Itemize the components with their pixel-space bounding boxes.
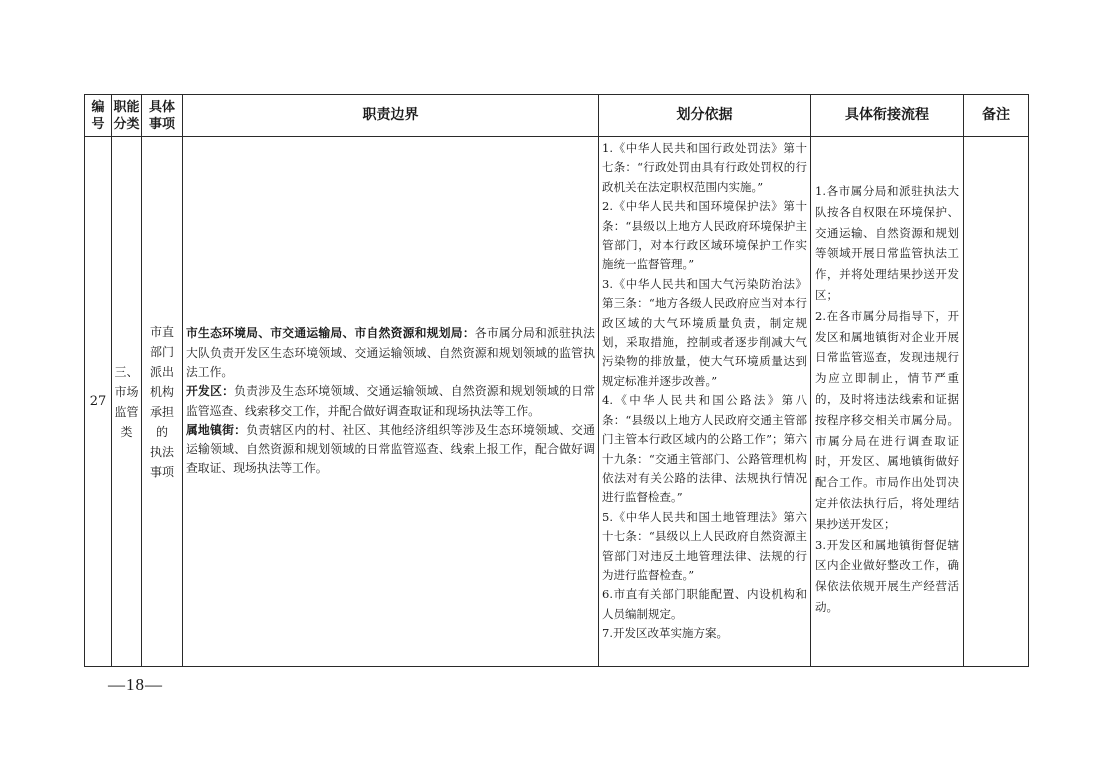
basis-item: 5.《中华人民共和国土地管理法》第六十七条：“县级以上人民政府自然资源主管部门对违反土地管理法律、法规的行为进行监督检查。”: [602, 509, 807, 582]
header-remark: 备注: [964, 95, 1029, 137]
basis-item: 4.《中华人民共和国公路法》第八条：“县级以上地方人民政府交通主管部门主管本行政区域内的公路工作”；第六十九条：“交通主管部门、公路管理机构依法对有关公路的法律、法规执行情况进行监督检查。”: [602, 393, 807, 505]
basis-item: 7.开发区改革实施方案。: [602, 626, 728, 641]
flow-step: 3.开发区和属地镇街督促辖区内企业做好整改工作，确保依法依规开展生产经营活动。: [815, 537, 959, 614]
basis-item: 3.《中华人民共和国大气污染防治法》第三条：“地方各级人民政府应当对本行政区域的大气环境质量负责，制定规划，采取措施，控制或者逐步削减大气污染物的排放量，使大气环境质量达到规定标准并逐步改善。”: [602, 276, 807, 388]
responsibility-table: [84, 94, 1029, 667]
basis-item: 1.《中华人民共和国行政处罚法》第十七条：“行政处罚由具有行政处罚权的行政机关在法定职权范围内实施。”: [602, 141, 807, 194]
header-item: 具体 事项: [142, 95, 183, 137]
row-duty: [183, 137, 599, 667]
row-category: 三、 市场 监管 类: [112, 137, 142, 667]
row-number: 27: [85, 137, 112, 667]
flow-step: 2.在各市属分局指导下，开发区和属地镇街对企业开展日常监管巡查，发现违规行为应立即制止，情节严重的，及时将违法线索和证据按程序移交相关市属分局。市属分局在进行调查取证时，开发区、属地镇街做好配合工作。市局作出处罚决定并依法执行后，将处理结果抄送开发区；: [815, 308, 959, 531]
row-flow: [811, 137, 964, 667]
duty-paragraph: 属地镇街：负责辖区内的村、社区、其他经济组织等涉及生态环境领域、交通运输领域、自然资源和规划领域的日常监管巡查、线索上报工作，配合做好调查取证、现场执法等工作。: [186, 422, 595, 476]
header-flow: 具体衔接流程: [811, 95, 964, 137]
row-basis: [599, 137, 811, 667]
header-num: 编 号: [85, 95, 112, 137]
table-row: [85, 137, 1029, 667]
header-category: 职能 分类: [112, 95, 142, 137]
page-number: —18—: [108, 675, 163, 694]
row-item: 市直 部门 派出 机构 承担 的 执法 事项: [142, 137, 183, 667]
duty-paragraph: 市生态环境局、市交通运输局、市自然资源和规划局：各市属分局和派驻执法大队负责开发区生态环境领域、交通运输领域、自然资源和规划领域的监管执法工作。: [186, 326, 595, 379]
header-row: [85, 95, 1029, 137]
basis-item: 6.市直有关部门职能配置、内设机构和人员编制规定。: [602, 587, 807, 621]
basis-item: 2.《中华人民共和国环境保护法》第十条：“县级以上地方人民政府环境保护主管部门，对本行政区域环境保护工作实施统一监督管理。”: [602, 199, 807, 272]
flow-step: 1.各市属分局和派驻执法大队按各自权限在环境保护、交通运输、自然资源和规划等领域开展日常监管执法工作，并将处理结果抄送开发区；: [815, 184, 959, 302]
row-remark: [964, 137, 1029, 667]
header-duty: 职责边界: [183, 95, 599, 137]
duty-paragraph: 开发区：负责涉及生态环境领域、交通运输领域、自然资源和规划领域的日常监管巡查、线索移交工作，并配合做好调查取证和现场执法等工作。: [186, 384, 595, 418]
header-basis: 划分依据: [599, 95, 811, 137]
